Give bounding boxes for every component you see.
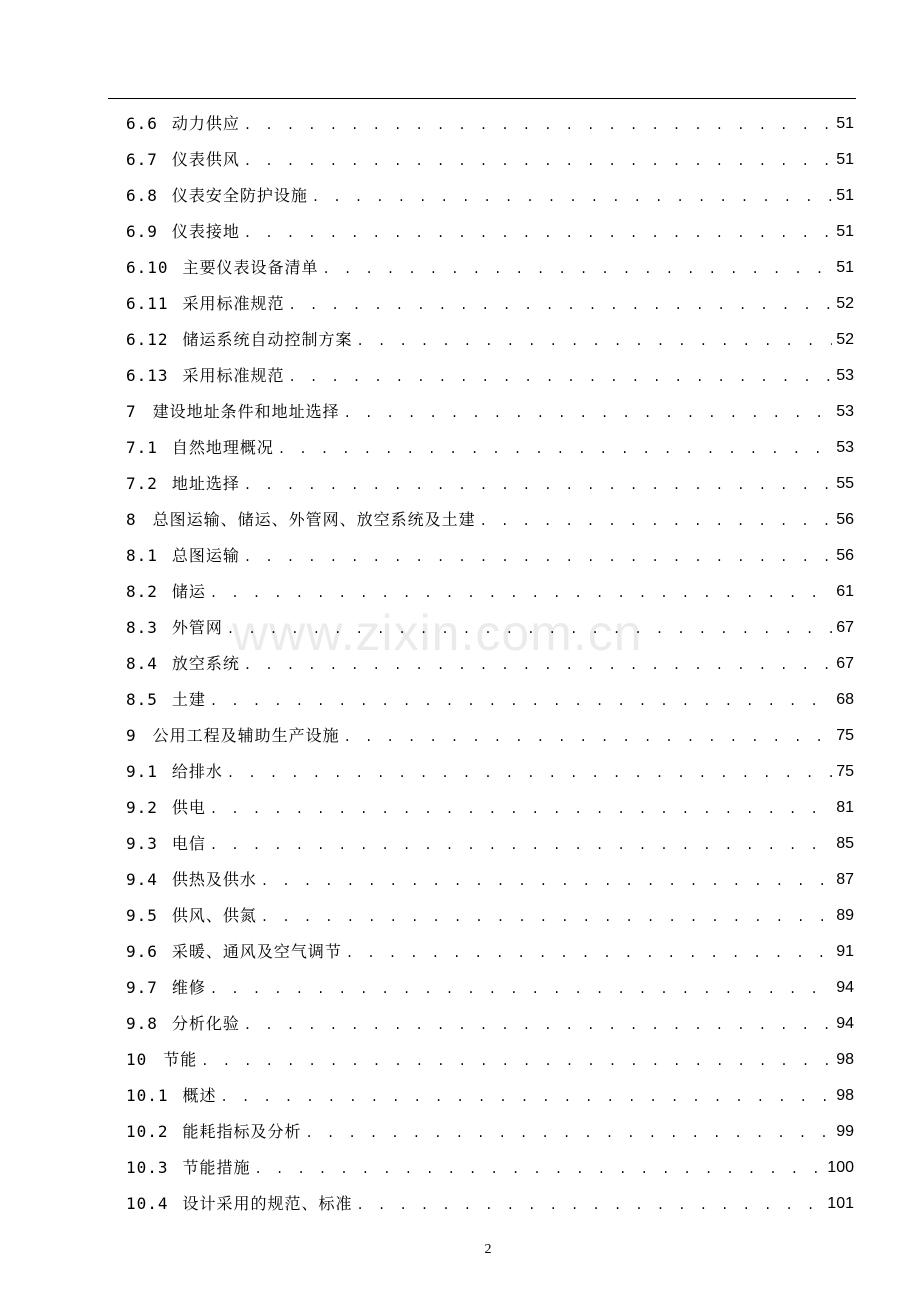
toc-entry-title: 动力供应 [171,114,240,133]
toc-entry[interactable] [126,718,854,754]
toc-entry-title: 储运系统自动控制方案 [182,330,353,350]
toc-entry-number: 9.6 [126,942,158,962]
toc-entry-title: 土建 [171,690,206,710]
toc-dot-leader [289,294,833,314]
watermark: www.zixin.com.cn [232,605,643,661]
toc-dot-leader [357,1194,824,1214]
toc-dot-leader [221,1086,833,1106]
page-number: 2 [484,1242,492,1257]
toc-entry[interactable] [126,1078,854,1114]
toc-entry-page: 51 [836,115,854,132]
toc-entry-title: 供热及供水 [171,870,257,890]
toc-dot-leader [227,618,832,638]
toc-entry-page: 53 [836,439,854,457]
toc-entry-number: 8.5 [126,690,158,710]
toc-entry-title: 分析化验 [171,1014,240,1034]
toc-dot-leader [210,798,832,818]
toc-entry-number: 7 [126,402,137,422]
toc-entry[interactable] [126,106,854,142]
toc-entry-title: 放空系统 [171,654,240,674]
toc-entry-page: 87 [836,871,854,889]
toc-entry[interactable] [126,430,854,466]
toc-entry-number: 10.4 [126,1194,169,1214]
toc-entry-number: 6.6 [126,114,158,133]
toc-entry-number: 8.4 [126,654,158,674]
toc-dot-leader [261,870,832,890]
toc-entry-title: 采用标准规范 [182,366,285,386]
toc-dot-leader [244,474,832,494]
toc-entry-title: 自然地理概况 [171,438,274,458]
toc-entry-page: 53 [836,403,854,421]
toc-dot-leader [201,1050,832,1070]
toc-entry-number: 8 [126,510,137,530]
toc-entry-title: 储运 [171,582,206,602]
toc-entry-number: 8.3 [126,618,158,638]
toc-entry[interactable] [126,1114,854,1150]
toc-entry-title: 仪表安全防护设施 [171,186,308,206]
toc-entry-page: 51 [836,223,854,241]
toc-dot-leader [210,690,832,710]
toc-entry-number: 10.1 [126,1086,169,1106]
toc-entry-number: 6.13 [126,366,169,386]
toc-entry-number: 6.12 [126,330,169,350]
toc-dot-leader [278,438,832,458]
toc-entry-number: 6.7 [126,150,158,170]
toc-entry-page: 55 [836,475,854,493]
toc-dot-leader [244,150,832,170]
toc-entry[interactable] [126,1042,854,1078]
toc-entry-page: 91 [836,943,854,961]
toc-dot-leader [244,1014,832,1034]
toc-entry-title: 供电 [171,798,206,818]
toc-entry-number: 6.9 [126,222,158,242]
toc-entry[interactable] [126,934,854,970]
toc-entry-number: 9.5 [126,906,158,926]
toc-entry-title: 电信 [171,834,206,854]
toc-entry[interactable] [126,322,854,358]
toc-entry[interactable] [126,574,854,610]
toc-entry-number: 6.11 [126,294,169,314]
toc-dot-leader [210,582,832,602]
toc-entry-title: 给排水 [171,762,223,782]
toc-entry-number: 7.1 [126,438,158,458]
toc-entry-title: 仪表供风 [171,150,240,170]
toc-entry[interactable] [126,790,854,826]
toc-entry-number: 6.8 [126,186,158,206]
toc-dot-leader [344,402,833,422]
toc-entry[interactable] [126,1150,854,1186]
toc-dot-leader [289,366,833,386]
toc-entry[interactable] [126,898,854,934]
toc-dot-leader [244,114,832,134]
toc-entry-page: 61 [836,583,854,601]
toc-entry-number: 9 [126,726,137,746]
toc-entry-number: 7.2 [126,474,158,494]
toc-dot-leader [344,726,833,746]
toc-entry-page: 101 [827,1195,854,1213]
header-rule [108,98,856,99]
toc-dot-leader [227,762,832,782]
toc-dot-leader [480,510,833,530]
toc-entry-title: 建设地址条件和地址选择 [152,402,340,422]
toc-entry[interactable] [126,1186,854,1222]
toc-entry-number: 9.4 [126,870,158,890]
toc-entry[interactable] [126,250,854,286]
toc-entry-title: 公用工程及辅助生产设施 [152,726,340,746]
toc-entry-page: 53 [836,367,854,385]
toc-entry[interactable] [126,862,854,898]
toc-dot-leader [244,222,832,242]
toc-entry[interactable] [126,358,854,394]
toc-entry-title: 主要仪表设备清单 [182,258,319,278]
toc-entry-page: 52 [836,331,854,349]
toc-entry-number: 9.2 [126,798,158,818]
toc-entry-page: 51 [836,259,854,277]
toc-entry-page: 67 [836,619,854,637]
toc-entry-title: 总图运输、储运、外管网、放空系统及土建 [152,510,476,530]
toc-dot-leader [346,942,832,962]
toc-entry-number: 10 [126,1050,148,1070]
toc-dot-leader [312,186,832,206]
toc-entry-page: 75 [836,763,854,781]
toc-entry-title: 供风、供氮 [171,906,257,926]
toc-entry[interactable] [126,610,854,646]
toc-entry-number: 10.2 [126,1122,169,1142]
toc-entry-number: 10.3 [126,1158,169,1178]
toc-entry-number: 8.1 [126,546,158,566]
toc-entry-page: 81 [836,799,854,817]
toc-dot-leader [210,834,832,854]
toc-entry[interactable] [126,286,854,322]
toc-entry-title: 概述 [182,1086,217,1106]
toc-entry-number: 8.2 [126,582,158,602]
toc-dot-leader [323,258,833,278]
toc-entry-page: 75 [836,727,854,745]
toc-entry-number: 9.1 [126,762,158,782]
toc-entry-title: 外管网 [171,618,223,638]
toc-entry[interactable] [126,502,854,538]
toc-entry-page: 98 [836,1051,854,1069]
toc-entry[interactable] [126,646,854,682]
toc-entry[interactable] [126,682,854,718]
toc-entry-title: 地址选择 [171,474,240,494]
toc-entry-page: 51 [836,151,854,169]
toc-entry-page: 51 [836,187,854,205]
toc-entry-page: 100 [827,1159,854,1177]
toc-entry-page: 89 [836,907,854,925]
toc-entry[interactable] [126,178,854,214]
toc-entry-page: 94 [836,1015,854,1033]
toc-dot-leader [244,654,832,674]
toc-entry-title: 节能措施 [182,1158,251,1178]
toc-entry-page: 99 [836,1123,854,1141]
toc-entry-title: 维修 [171,978,206,998]
toc-entry[interactable] [126,1006,854,1042]
toc-entry-page: 67 [836,655,854,673]
toc-entry-number: 6.10 [126,258,169,278]
toc-entry[interactable] [126,142,854,178]
toc-entry-page: 94 [836,979,854,997]
toc-dot-leader [255,1158,824,1178]
toc-entry-page: 52 [836,295,854,313]
toc-entry[interactable] [126,394,854,430]
toc-dot-leader [357,330,833,350]
toc-entry[interactable] [126,466,854,502]
toc-entry[interactable] [126,538,854,574]
toc-entry-number: 9.3 [126,834,158,854]
toc-dot-leader [261,906,832,926]
toc-entry-number: 9.8 [126,1014,158,1034]
toc-entry-title: 采暖、通风及空气调节 [171,942,342,962]
toc-entry-page: 68 [836,691,854,709]
toc-entry-title: 能耗指标及分析 [182,1122,302,1142]
toc-entry[interactable] [126,214,854,250]
toc-entry-page: 56 [836,547,854,565]
toc-entry-title: 采用标准规范 [182,294,285,314]
toc-entry-page: 98 [836,1087,854,1105]
toc-dot-leader [210,978,832,998]
toc-entry-title: 节能 [163,1050,198,1070]
toc-entry-number: 9.7 [126,978,158,998]
toc-entry[interactable] [126,754,854,790]
toc-entry-title: 设计采用的规范、标准 [182,1194,353,1214]
toc-entry[interactable] [126,826,854,862]
toc-entry-title: 仪表接地 [171,222,240,242]
toc-dot-leader [306,1122,833,1142]
toc-entry-page: 56 [836,511,854,529]
toc-entry-page: 85 [836,835,854,853]
table-of-contents [126,106,854,1222]
toc-dot-leader [244,546,832,566]
toc-entry[interactable] [126,970,854,1006]
toc-entry-title: 总图运输 [171,546,240,566]
